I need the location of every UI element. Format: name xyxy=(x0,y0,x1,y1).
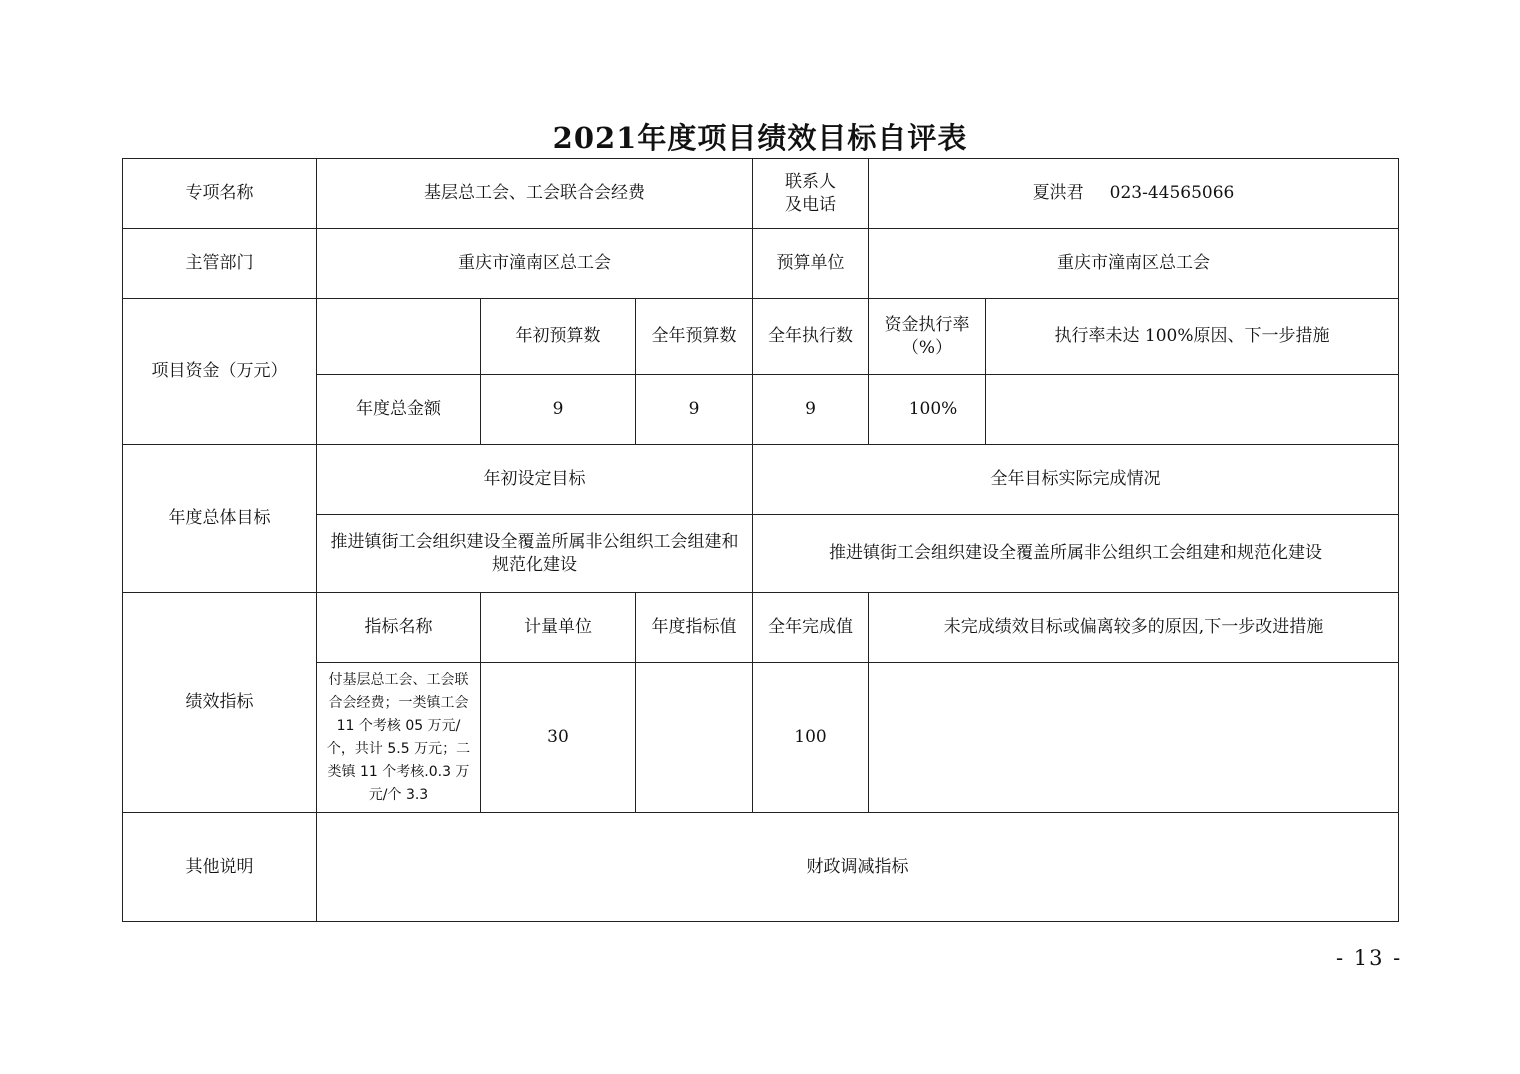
self-evaluation-table xyxy=(122,158,1399,922)
indicator-complete-header: 全年完成值 xyxy=(753,593,869,663)
indicator-reason-value xyxy=(869,663,1399,813)
indicators-header-row xyxy=(123,593,1399,663)
indicator-complete-value: 100 xyxy=(753,663,869,813)
contact-name: 夏洪君 xyxy=(1032,183,1084,203)
project-name-value: 基层总工会、工会联合会经费 xyxy=(317,159,753,229)
annual-goals-label: 年度总体目标 xyxy=(123,445,317,593)
execution-rate-header xyxy=(869,299,986,375)
budget-unit-value: 重庆市潼南区总工会 xyxy=(869,229,1399,299)
indicator-reason-header: 未完成绩效目标或偏离较多的原因,下一步改进措施 xyxy=(869,593,1399,663)
project-name-label: 专项名称 xyxy=(123,159,317,229)
initial-goal-header: 年初设定目标 xyxy=(317,445,753,515)
other-notes-label: 其他说明 xyxy=(123,813,317,922)
budget-unit-label: 预算单位 xyxy=(753,229,869,299)
annual-budget-value: 9 xyxy=(636,375,753,445)
indicator-name-header: 指标名称 xyxy=(317,593,481,663)
page-number: - 13 - xyxy=(1336,946,1403,970)
annual-execution-header: 全年执行数 xyxy=(753,299,869,375)
annual-total-label: 年度总金额 xyxy=(317,375,481,445)
execution-rate-value: 100% xyxy=(869,375,986,445)
indicator-name-value: 付基层总工会、工会联合会经费；一类镇工会 11 个考核 05 万元/个，共计 5.5 万元；二类镇 11 个考核.0.3 万元/个 3.3 xyxy=(317,663,481,813)
execution-reason-value xyxy=(986,375,1399,445)
initial-budget-header: 年初预算数 xyxy=(481,299,636,375)
indicators-label: 绩效指标 xyxy=(123,593,317,813)
initial-budget-value: 9 xyxy=(481,375,636,445)
annual-execution-value: 9 xyxy=(753,375,869,445)
department-label: 主管部门 xyxy=(123,229,317,299)
indicator-target-header: 年度指标值 xyxy=(636,593,753,663)
funds-label: 项目资金（万元） xyxy=(123,299,317,445)
annual-budget-header: 全年预算数 xyxy=(636,299,753,375)
execution-rate-header-line1: 资金执行率 xyxy=(884,314,970,335)
indicator-target-value xyxy=(636,663,753,813)
goals-header-row xyxy=(123,445,1399,515)
contact-phone: 023-44565066 xyxy=(1109,183,1235,203)
execution-rate-header-line2: （%） xyxy=(901,337,953,358)
other-notes-value: 财政调减指标 xyxy=(317,813,1399,922)
funds-header-row xyxy=(123,299,1399,375)
department-value: 重庆市潼南区总工会 xyxy=(317,229,753,299)
contact-label xyxy=(753,159,869,229)
page-title: 2021年度项目绩效目标自评表 xyxy=(552,121,968,155)
initial-goal-value: 推进镇街工会组织建设全覆盖所属非公组织工会组建和规范化建设 xyxy=(317,515,753,593)
indicator-unit-header: 计量单位 xyxy=(481,593,636,663)
department-row xyxy=(123,229,1399,299)
funds-header-empty xyxy=(317,299,481,375)
contact-label-line1: 联系人 xyxy=(785,171,836,192)
execution-reason-header: 执行率未达 100%原因、下一步措施 xyxy=(986,299,1399,375)
actual-goal-value: 推进镇街工会组织建设全覆盖所属非公组织工会组建和规范化建设 xyxy=(753,515,1399,593)
actual-goal-header: 全年目标实际完成情况 xyxy=(753,445,1399,515)
other-notes-row xyxy=(123,813,1399,922)
contact-label-line2: 及电话 xyxy=(785,194,836,215)
project-row xyxy=(123,159,1399,229)
indicator-unit-value: 30 xyxy=(481,663,636,813)
contact-value xyxy=(869,159,1399,229)
